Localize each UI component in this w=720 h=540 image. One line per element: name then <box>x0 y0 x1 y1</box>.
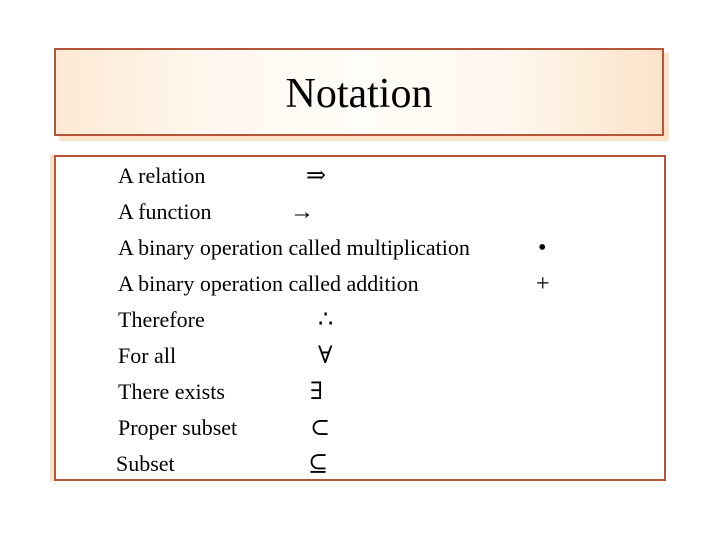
bullet-symbol: • <box>538 235 547 261</box>
for-all-symbol: ∀ <box>318 343 333 369</box>
notation-label: Therefore <box>118 307 205 332</box>
exists-symbol: ∃ <box>310 379 324 405</box>
notation-row-there-exists <box>56 376 664 412</box>
notation-row-multiplication <box>56 232 664 268</box>
therefore-symbol: ∴ <box>318 307 334 333</box>
notation-label: A relation <box>118 163 206 188</box>
subset-symbol: ⊆ <box>308 451 329 477</box>
title-banner <box>54 48 664 136</box>
notation-row-addition <box>56 268 664 304</box>
notation-row-function <box>56 196 664 232</box>
notation-label: A function <box>118 199 212 224</box>
notation-label: A binary operation called multiplication <box>118 235 470 260</box>
notation-row-for-all <box>56 340 664 376</box>
notation-label: Subset <box>116 451 175 476</box>
notation-table <box>54 155 666 481</box>
notation-row-therefore <box>56 304 664 340</box>
plus-symbol: + <box>536 271 550 297</box>
notation-label: For all <box>118 343 177 368</box>
notation-label: There exists <box>118 379 225 404</box>
notation-row-subset <box>56 448 664 484</box>
page-title: Notation <box>285 71 433 117</box>
notation-label: A binary operation called addition <box>118 271 419 296</box>
notation-row-proper-subset <box>56 412 664 448</box>
notation-row-relation <box>56 160 664 196</box>
implies-symbol: ⇒ <box>306 163 327 189</box>
arrow-symbol: → <box>290 199 314 225</box>
proper-subset-symbol: ⊂ <box>310 415 331 441</box>
notation-label: Proper subset <box>118 415 238 440</box>
